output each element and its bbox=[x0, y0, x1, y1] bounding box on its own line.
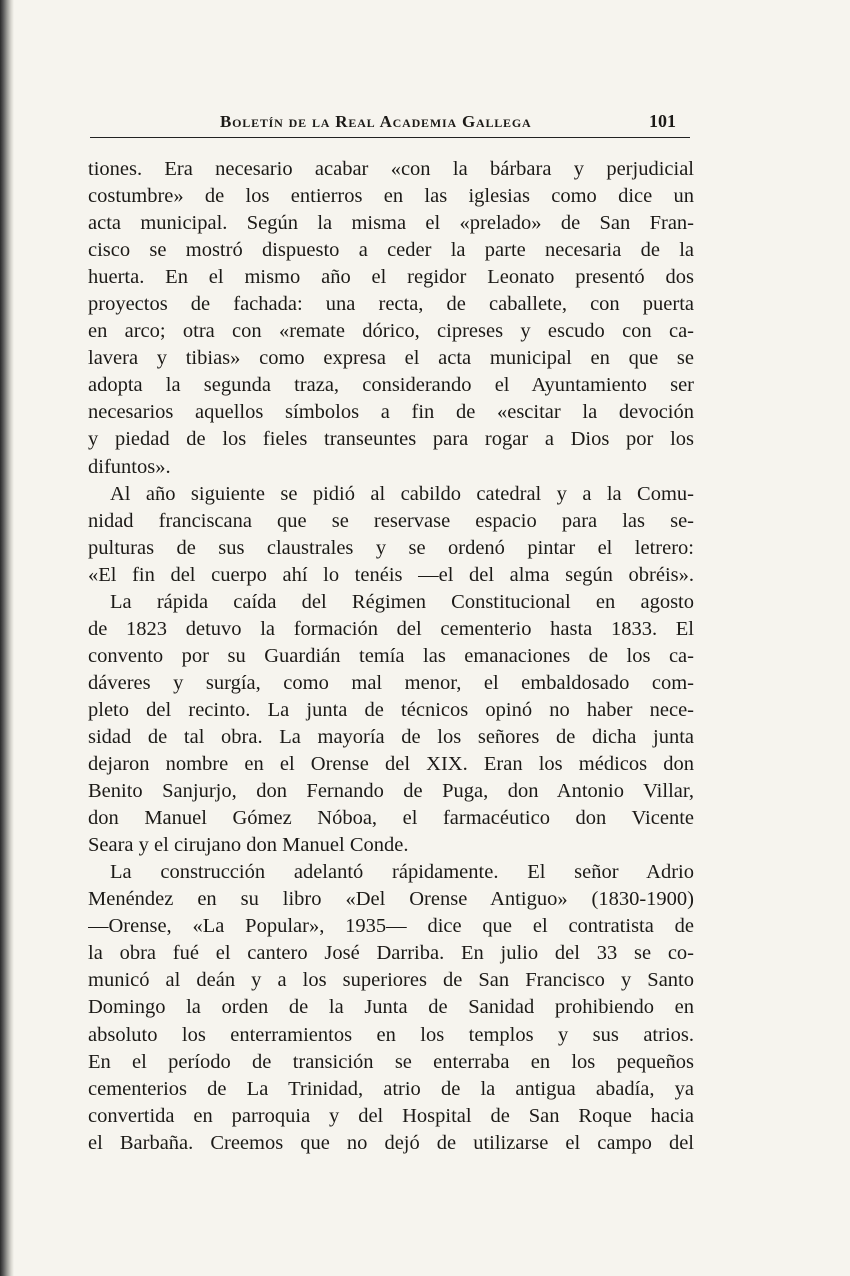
text-line: Al año siguiente se pidió al cabildo catedral y a la Comu- bbox=[110, 482, 694, 505]
header-rule bbox=[90, 137, 690, 138]
text-line: convento por su Guardián temía las emanaciones de los ca- bbox=[88, 644, 694, 667]
text-line: —Orense, «La Popular», 1935— dice que el contratista de bbox=[88, 915, 694, 938]
text-line: de 1823 detuvo la formación del cementerio hasta 1833. El bbox=[88, 617, 694, 640]
text-line: «El fin del cuerpo ahí lo tenéis —el del alma según obréis». bbox=[88, 563, 694, 586]
text-line: el Barbaña. Creemos que no dejó de utilizarse el campo del bbox=[88, 1131, 694, 1154]
page-number: 101 bbox=[649, 111, 676, 131]
text-line: dejaron nombre en el Orense del XIX. Eran los médicos don bbox=[88, 753, 694, 776]
text-line: La rápida caída del Régimen Constitucional en agosto bbox=[110, 590, 694, 613]
text-line: lavera y tibias» como expresa el acta municipal en que se bbox=[88, 347, 694, 370]
text-line: La construcción adelantó rápidamente. El señor Adrio bbox=[110, 861, 694, 884]
text-line: cementerios de La Trinidad, atrio de la antigua abadía, ya bbox=[88, 1077, 694, 1100]
page-binding-edge bbox=[0, 0, 14, 1276]
text-line: pulturas de sus claustrales y se ordenó pintar el letrero: bbox=[88, 536, 694, 559]
text-line: convertida en parroquia y del Hospital de San Roque hacia bbox=[88, 1104, 694, 1127]
running-title: Boletín de la Real Academia Gallega bbox=[220, 112, 532, 131]
text-line: en arco; otra con «remate dórico, cipreses y escudo con ca- bbox=[88, 320, 694, 343]
text-line: nidad franciscana que se reservase espacio para las se- bbox=[88, 509, 694, 532]
text-line: Benito Sanjurjo, don Fernando de Puga, don Antonio Villar, bbox=[88, 780, 694, 803]
text-line: proyectos de fachada: una recta, de caballete, con puerta bbox=[88, 293, 694, 316]
text-line: difuntos». bbox=[88, 455, 171, 478]
text-line: adopta la segunda traza, considerando el Ayuntamiento ser bbox=[88, 374, 694, 397]
text-line: Domingo la orden de la Junta de Sanidad prohibiendo en bbox=[88, 996, 694, 1019]
text-line: Seara y el cirujano don Manuel Conde. bbox=[88, 834, 409, 857]
body-text bbox=[88, 156, 694, 1157]
text-line: la obra fué el cantero José Darriba. En julio del 33 se co- bbox=[88, 942, 694, 965]
text-line: don Manuel Gómez Nóboa, el farmacéutico don Vicente bbox=[88, 807, 694, 830]
page-header bbox=[90, 108, 690, 138]
text-line: tiones. Era necesario acabar «con la bárbara y perjudicial bbox=[88, 158, 694, 180]
text-line: municó al deán y a los superiores de San Francisco y Santo bbox=[88, 969, 694, 992]
text-line: y piedad de los fieles transeuntes para rogar a Dios por los bbox=[88, 428, 694, 451]
text-line: absoluto los enterramientos en los templos y sus atrios. bbox=[88, 1023, 694, 1046]
text-line: huerta. En el mismo año el regidor Leonato presentó dos bbox=[88, 266, 694, 289]
text-line: acta municipal. Según la misma el «prelado» de San Fran- bbox=[88, 212, 694, 235]
text-line: Menéndez en su libro «Del Orense Antiguo» (1830-1900) bbox=[88, 888, 694, 911]
text-line: costumbre» de los entierros en las iglesias como dice un bbox=[88, 185, 694, 208]
text-line: sidad de tal obra. La mayoría de los señores de dicha junta bbox=[88, 725, 694, 748]
text-line: cisco se mostró dispuesto a ceder la parte necesaria de la bbox=[88, 239, 694, 262]
text-line: dáveres y surgía, como mal menor, el embaldosado com- bbox=[88, 671, 694, 694]
text-line: En el período de transición se enterraba en los pequeños bbox=[88, 1050, 694, 1073]
text-line: necesarios aquellos símbolos a fin de «escitar la devoción bbox=[88, 401, 694, 424]
text-line: pleto del recinto. La junta de técnicos opinó no haber nece- bbox=[88, 698, 694, 721]
